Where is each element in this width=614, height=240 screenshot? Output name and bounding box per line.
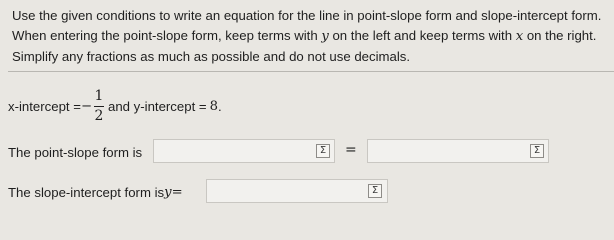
fraction-bar [94, 106, 104, 107]
instruction-line-1: Use the given conditions to write an equation for the line in point-slope form and slope-intercept form. [12, 8, 602, 23]
variable-x: x [515, 29, 524, 44]
instruction-text: on the left and keep terms with [328, 28, 516, 43]
instruction-text: When entering the point-slope form, keep terms with [12, 28, 322, 43]
slope-intercept-input[interactable] [206, 179, 388, 203]
point-slope-label: The point-slope form is [8, 144, 143, 160]
sigma-icon[interactable]: Σ [316, 144, 330, 158]
sigma-icon[interactable]: Σ [530, 144, 544, 158]
point-slope-left-input[interactable] [153, 139, 335, 163]
variable-y: y [164, 184, 172, 200]
fraction-denominator: 2 [94, 107, 104, 124]
instructions [12, 6, 612, 67]
sigma-icon[interactable]: Σ [368, 184, 382, 198]
slope-intercept-label [8, 179, 183, 205]
slope-intercept-text: The slope-intercept form is [8, 184, 165, 200]
y-intercept-label: and y-intercept = [108, 98, 207, 114]
point-slope-right-input[interactable] [367, 139, 549, 163]
instruction-line-2 [12, 26, 612, 47]
y-intercept-value: 8 [209, 98, 218, 114]
instruction-line-3: Simplify any fractions as much as possible and do not use decimals. [12, 49, 411, 64]
equals-sign: = [171, 184, 183, 200]
instruction-text: on the right. [523, 28, 597, 43]
given-conditions [8, 86, 222, 126]
divider [8, 71, 614, 72]
variable-y: y [321, 29, 329, 44]
fraction-numerator: 1 [94, 87, 104, 104]
minus-sign: − [80, 98, 92, 114]
equals-sign: = [345, 142, 357, 158]
x-intercept-label: x-intercept = [8, 98, 81, 114]
fraction [94, 89, 104, 124]
period: . [218, 98, 222, 114]
